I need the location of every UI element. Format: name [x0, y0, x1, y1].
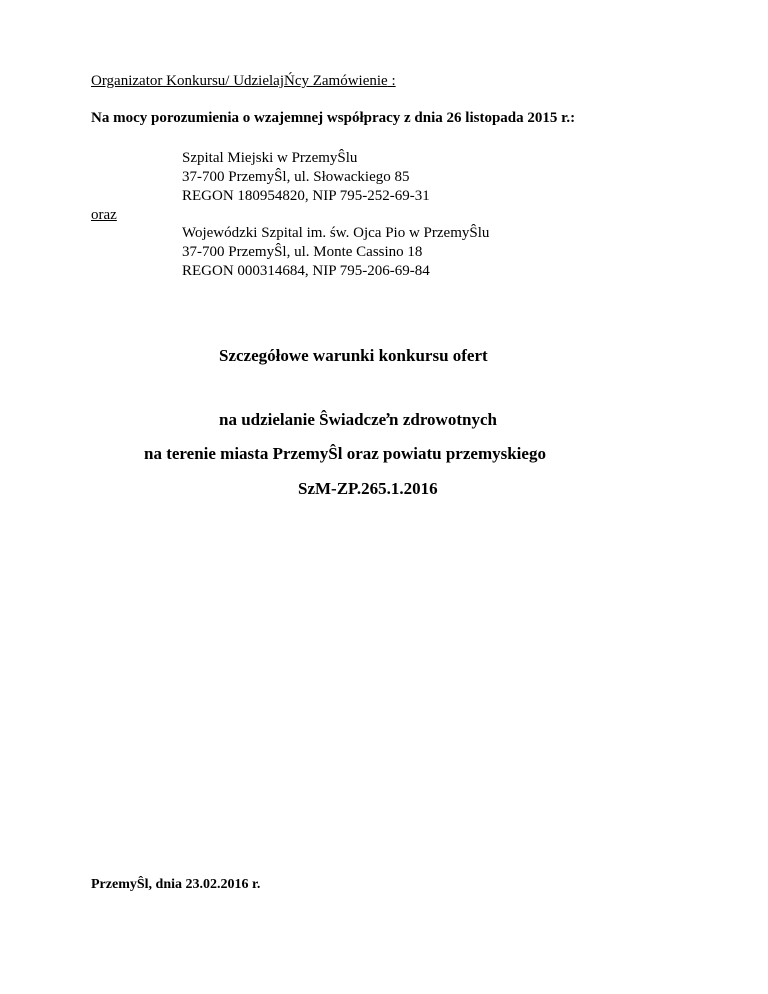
- hospital-1-address: 37-700 PrzemyŜl, ul. Słowackiego 85: [182, 169, 410, 185]
- subtitle-line-1: na udzielanie Ŝwiadczeŉ zdrowotnych: [219, 410, 497, 429]
- subtitle-line-2: na terenie miasta PrzemyŜl oraz powiatu przemyskiego: [144, 444, 546, 463]
- hospital-2-address: 37-700 PrzemyŜl, ul. Monte Cassino 18: [182, 244, 423, 260]
- document-title: Szczegółowe warunki konkursu ofert: [219, 346, 488, 365]
- reference-number: SzM-ZP.265.1.2016: [298, 479, 438, 498]
- place-date: PrzemyŜl, dnia 23.02.2016 r.: [91, 877, 261, 892]
- organizer-heading: [91, 72, 396, 90]
- organizer-label: Organizator Konkursu/ UdzielajŃcy Zamówienie: [91, 73, 388, 89]
- connector-oraz: oraz: [91, 207, 117, 223]
- organizer-colon: :: [387, 73, 396, 89]
- hospital-1-name: Szpital Miejski w PrzemyŜlu: [182, 150, 358, 166]
- agreement-line: Na mocy porozumienia o wzajemnej współpracy z dnia 26 listopada 2015 r.:: [91, 110, 576, 126]
- hospital-2-ids: REGON 000314684, NIP 795-206-69-84: [182, 263, 430, 279]
- hospital-2-name: Wojewódzki Szpital im. św. Ojca Pio w PrzemyŜlu: [182, 225, 490, 241]
- hospital-1-ids: REGON 180954820, NIP 795-252-69-31: [182, 188, 430, 204]
